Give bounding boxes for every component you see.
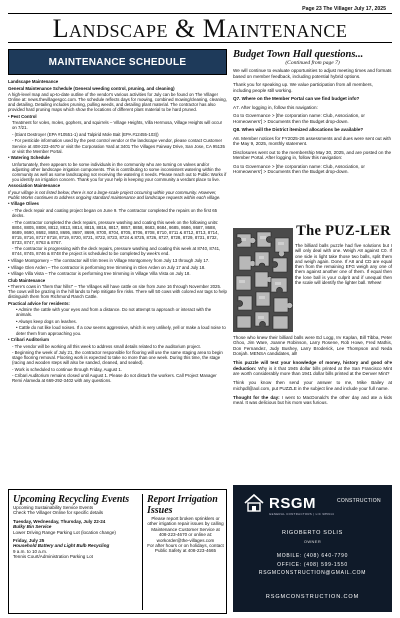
puzzle-pieces-image <box>233 228 293 332</box>
irrigation-text-1: Please report broken sprinklers or other irrigation repair issues by calling Maintenance Customer Service at 408-223-4670 or online at: workorder@the-villages.com <box>147 516 224 543</box>
events-box <box>8 489 227 614</box>
association-italic: If your village is not listed below, there is not a large-scale project occurring within your community. However, Public Works continues to address ongoing standard maintenance and landscape requests within each village. <box>8 189 221 200</box>
cribari-text-2: - Beginning the week of July 21, the contractor responsible for flooring will use the same staging area to begin stage flooring removal. Flooring work is expected to take no more than one week. During this time, the stage (racing and wooden steps will also be sanded, cleaned, and sealed). <box>12 350 223 366</box>
budget-a8b: Disclosures went out to the membership May 30, 2025, and are posted on the Member Portal. After logging in, follow this navigation: <box>233 149 392 160</box>
event-1-name: Bulky Bin Service <box>13 524 52 530</box>
association-heading: Association Maintenance <box>8 183 61 189</box>
recycling-text <box>13 505 140 560</box>
recycling-line-1: Upcoming Sustainability Service Events <box>13 505 94 510</box>
rsgm-email: RSGMCONSTRUCTION@GMAIL.COM <box>258 570 367 576</box>
rsgm-contact <box>233 552 392 578</box>
events-divider <box>142 494 143 610</box>
rsgm-owner-name: RIGOBERTO SOLIS <box>281 530 344 536</box>
rsgm-office: OFFICE: (408) 599-1550 <box>277 561 348 568</box>
event-1-date: Tuesday, Wednesday, Thursday, July 22-24 <box>13 518 106 524</box>
recycling-line-2: Check The Villager Online for specific details <box>13 510 104 516</box>
general-text: A high-level map and up-to-date outline of the vendor's various activities for July can be found on The Villager Online at: news.thevillagesgcc.com. The schedule reflects days for mowing, combined mowing/cleaning, cleaning, and detailing. Detailing includes pruning, pulling weeds, and detailing plant material. The contractor has also provided hard pruning maps which show the locations of different plant material to be hard pruned. <box>8 92 227 113</box>
budget-a7: A7. After logging in, follow this navigation: <box>233 104 318 110</box>
puzler-body <box>233 335 392 410</box>
glen-arden-text: • Village Glen Arden – The contractor is performing tree trimming in Glen Arden on July 17 and July 18. <box>8 264 206 270</box>
irrigation-text <box>147 516 224 554</box>
budget-subtitle: (Continued from page 7) <box>285 60 340 66</box>
rsgm-construction: CONSTRUCTION <box>337 498 381 504</box>
pest-heading: • Pest Control <box>8 113 37 119</box>
landscape-heading: Landscape Maintenance <box>8 79 59 84</box>
budget-column <box>233 49 392 178</box>
pest-eiant: - (Eiant Destroyer (EPA #10551-1) and Talpirid Mole Bait (EPA #12455-103)) <box>12 131 159 137</box>
club-leash: • Always keep dogs on leashes. <box>16 318 77 324</box>
maintenance-column <box>8 49 227 385</box>
event-1-location: Lower Driving Range Parking Lot (location change) <box>13 529 116 535</box>
puzler-p4 <box>233 395 392 406</box>
rsgm-owner-role: OWNER <box>303 539 322 544</box>
rsgm-tagline: GENERAL CONTRACTORS | LIC 985914 <box>269 512 335 516</box>
event-2-name: Household Battery and Light Bulb Recycling <box>13 543 110 549</box>
event-2-time: 9 a.m. to 10 a.m. <box>13 548 48 554</box>
club-admire: • Admire the cattle with your eyes and from a distance. Do not attempt to approach or interact with the animals. <box>16 307 212 318</box>
rsgm-mobile: MOBILE: (408) 640-7790 <box>276 553 349 559</box>
rsgm-website: RSGMCONSTRUCTION.COM <box>265 594 360 600</box>
club-cattle: • Cattle do not like loud noises. If a cow seems aggressive, which is very unlikely, yell or make a loud noise to deter them from approaching you. <box>16 325 226 336</box>
irrigation-text-2: For after hours or on holidays, contact Public Safety at 408-223-4665 <box>147 543 224 554</box>
olives-text-3: - The contractor is progressing with the deck repairs, pressure washing and coating this week at 8740, 8741, 8744, 8745, 8746 & 8748 the project is scheduled to be completed by week's end. <box>12 246 221 257</box>
puzler-p1: Those who knew their billiard balls were Ed Logg, Irv Kaplan, Bill Tibba, Peter Ghoo, Jim Ware, Joanne Robinson, Larry Rosene, Rob Howe, Fred Mathis, Don Fernandez, Judy Bushey, Larry Broderick, Lee Thompson and Neda Donjah. MENSA candidates, all! <box>233 335 392 357</box>
budget-a7b: Go to Governance > [the corporation name: Club, Association, or Homeowners'] > Documents then the Budget drop-down. <box>233 113 365 124</box>
puzler-p2 <box>233 360 392 376</box>
budget-q7: Q7. Where on the Member Portal can we find budget info? <box>233 96 360 101</box>
budget-q8: Q8. When will the District itemized allocations be available? <box>233 127 364 132</box>
watering-text: Unfortunately, there appears to be some individuals in the community who are turning on valves and/or adjusting other landscape irrigation components. This is contributing to some inconsistent watering within the community as well as some landscaping not receiving the watering it needs. Please reach out to Public Works if you identify an irrigation concern. Thank you for your help in keeping your community a verdant place to live. <box>12 161 227 182</box>
puzler-p4-bold: Thought for the day: <box>233 395 280 401</box>
pest-text-2: - For pesticide information used by the pest control vendor or the landscape vendor, please contact Customer Service at 408-223-4670 or visit the Corporation Yard at 3401 The Villages Fairway Drive, San Jose, CA 95135 or visit the Member Portal. <box>12 138 225 154</box>
recycling-events <box>13 494 140 560</box>
general-heading: General Maintenance Schedule (General weeding control, pruning, and cleaning) <box>8 85 175 91</box>
budget-text <box>233 68 392 175</box>
maintenance-schedule-banner: MAINTENANCE SCHEDULE <box>8 49 227 75</box>
club-heading: Club Maintenance <box>8 277 46 283</box>
budget-a8: A8. Member notices for FY2025-26 assessments and dues were sent out with the May 9, 2025, monthly statement. <box>233 135 392 146</box>
recycling-title: Upcoming Recycling Events <box>13 494 130 505</box>
puzler-title: The PUZ-LER <box>296 223 391 239</box>
maintenance-text <box>8 79 227 383</box>
cribari-text-3: - Work is scheduled to continue through Friday, August 1. <box>12 366 122 372</box>
club-text-1: • There's cows in "them thar hills!" – The Villages will have cattle on site from June 16 through November 2025. The cows will be grazing in the hill lands to help mitigate fire risks. There will 50 cows with colored ear tags to help distinguish them from Richmond Ranch Cattle. <box>8 284 227 300</box>
page-header: Page 23 The Villager July 17, 2025 <box>302 6 386 12</box>
rsgm-name: RSGM <box>269 495 316 512</box>
puzler-solution-text: The billiard balls puzzle had five solutions but I will only deal with one. Weigh A8 against C0. If one side is light take those two balls, split them and weigh again. Done. If A8 and CD are equal then from the remaining EFG weigh any one of them against another one of them. If equal then the lone ball is your culprit and if unequal then the scale will identify the lighter ball. Whew! <box>295 243 392 286</box>
house-logo-icon <box>243 493 265 513</box>
irrigation-notice <box>147 494 224 554</box>
puzler-section <box>233 223 393 406</box>
cribari-text-1: - The vendor will be working all this week to address small details related to the auditorium project. <box>12 343 201 349</box>
puzler-p2-text: Why is it that 1945 dollar bills printed at the San Francisco Mint are worth considerably more than 1941 dollar bills printed at the Denver Mint? <box>233 365 392 377</box>
masthead-title: Landscape & Maintenance <box>8 13 392 43</box>
cribari-text-4: - Cribari Auditorium remains closed until August 1. Please do not disturb the workers. Call Project Manager Remi Alameda at 669-292-3402 with any questions. <box>12 373 217 384</box>
budget-p2: Thank you for speaking up. We value participation from all members, including people still working. <box>233 82 373 93</box>
pest-text: Treatment for voles, moles, gophers, and squirrels – Village Heights, Villa Hermosa, Village Heights will occur on 7/21. <box>12 120 223 131</box>
budget-a8c: Go to Governance > [the corporation name: Club, Association, or Homeowners'] > Documents then the Budget drop-down. <box>233 163 365 174</box>
club-practical: Practical advice for residents: <box>8 300 70 306</box>
villa-vista-text: • Village Villa Vista – The contractor is performing tree trimming in Village Villa Vista on July 18. <box>8 271 191 277</box>
budget-title: Budget Town Hall questions... <box>233 49 364 60</box>
olives-text-1: - The deck repair and coating project began on June 9. The contractor completed the repairs on the first 65 decks. <box>12 208 218 219</box>
event-2-date: Friday, July 25 <box>13 538 45 544</box>
puzler-p2-bold: This puzzle will test your knowledge of money, history and good ol'e deduction: <box>233 360 392 371</box>
budget-p1: We will continue to evaluate opportunities to adjust meeting times and formats based on member feedback, including potential hybrid options. <box>233 68 392 79</box>
olives-heading: • Village Olives <box>8 201 39 207</box>
irrigation-title: Report Irrigation Issues <box>147 494 218 516</box>
cribari-heading: • Cribari Auditorium <box>8 337 49 343</box>
puzler-p3: Think you know then send your answer to me, Mike Bailey at michpdl@aol.com, put PUZZLE in the subject line and include your full name. <box>233 380 392 391</box>
event-2-location: Tennis Court/Administration Parking Lot <box>13 554 93 560</box>
puzler-p4-text: I went to MacDonald's the other day and ate a kids meal. It was delicious but his mom was furious. <box>233 395 393 406</box>
montgomery-text: • Village Montgomery – The contractor will trim trees in Village Montgomery from July 13 through July 17. <box>8 257 210 263</box>
rsgm-advertisement <box>233 485 392 612</box>
watering-heading: • Watering Schedule <box>8 155 50 161</box>
olives-text-2: - The contractor completed the deck repairs, pressure washing and coating this week on the following units: 8804, 8805, 8808, 8812, 8813, 8814, 8815, 8816, 8817, 8857, 8858, 8683, 8684, 8685, 8686, 8687, 8688, 8689, 8690, 8692, 8693, 8695, 8697, 8699, 8700, 8704, 8705, 8706, 8708, 8710, 8711 & 8712, 8713, 8714, 8715, 8716, 8717 8718, 8719, 8720, 8721, 8722, 8723, 8724 & 8725, 8726, 8727, 8728, 8729, 8731, 8732, 8733, 8747, 8763 & 8767. <box>12 219 219 245</box>
